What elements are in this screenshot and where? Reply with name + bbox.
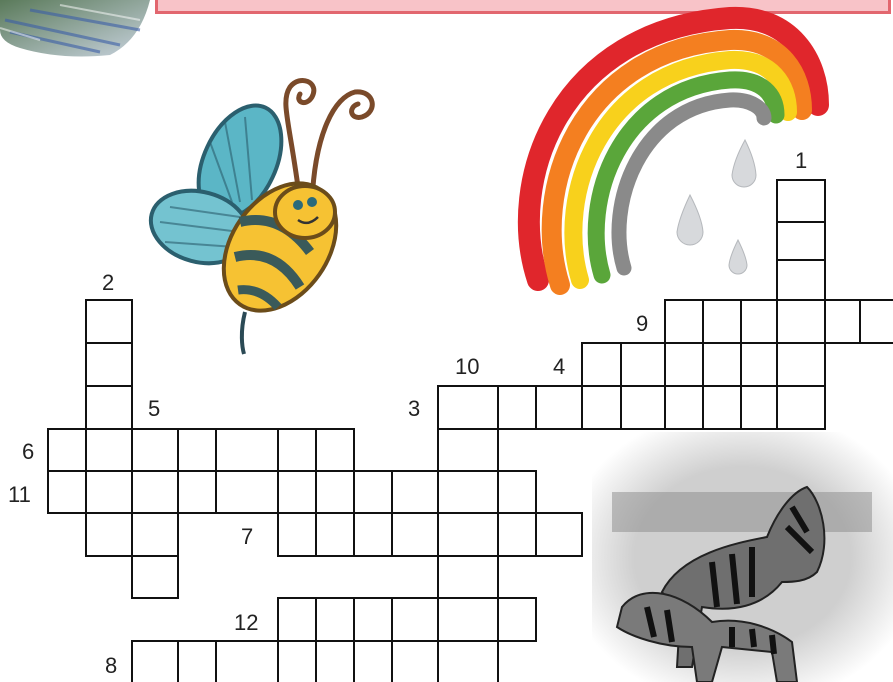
clue-number-2: 2 (102, 270, 115, 295)
clue-number-8: 8 (105, 653, 118, 678)
crossword-cell[interactable] (825, 300, 860, 343)
crossword-cell[interactable] (741, 300, 777, 343)
crossword-cell[interactable] (392, 598, 438, 641)
crossword-cell[interactable] (278, 641, 316, 682)
clue-number-12: 12 (234, 610, 259, 635)
crossword-cell[interactable] (860, 300, 893, 343)
crossword-cell[interactable] (132, 429, 178, 471)
crossword-cell[interactable] (665, 300, 703, 343)
crossword-cell[interactable] (777, 343, 825, 386)
crossword-cell[interactable] (777, 300, 825, 343)
crossword-cell[interactable] (741, 386, 777, 429)
crossword-cell[interactable] (354, 641, 392, 682)
clue-number-1: 1 (795, 148, 808, 173)
crossword-cell[interactable] (278, 598, 316, 641)
crossword-cell[interactable] (278, 471, 316, 513)
crossword-cell[interactable] (438, 471, 498, 513)
crossword-cell[interactable] (132, 513, 178, 556)
clue-number-9: 9 (636, 311, 649, 336)
crossword-cell[interactable] (582, 386, 621, 429)
crossword-cell[interactable] (178, 471, 216, 513)
crossword-cell[interactable] (498, 386, 536, 429)
crossword-cell[interactable] (86, 513, 132, 556)
crossword-cell[interactable] (438, 386, 498, 429)
crossword-cell[interactable] (392, 513, 438, 556)
clue-number-7: 7 (241, 524, 254, 549)
clue-number-4: 4 (553, 354, 566, 379)
crossword-cell[interactable] (354, 513, 392, 556)
crossword-cell[interactable] (278, 429, 316, 471)
crossword-cell[interactable] (316, 429, 354, 471)
crossword-cell[interactable] (316, 598, 354, 641)
crossword-cell[interactable] (216, 641, 278, 682)
clue-number-11: 11 (8, 482, 31, 507)
crossword-cell[interactable] (316, 513, 354, 556)
crossword-cell[interactable] (438, 641, 498, 682)
crossword-cell[interactable] (132, 471, 178, 513)
crossword-cell[interactable] (703, 300, 741, 343)
crossword-cell[interactable] (703, 386, 741, 429)
crossword-cell[interactable] (86, 471, 132, 513)
crossword-cell[interactable] (86, 300, 132, 343)
crossword-cell[interactable] (216, 471, 278, 513)
crossword-cell[interactable] (216, 429, 278, 471)
crossword-cell[interactable] (86, 343, 132, 386)
crossword-cell[interactable] (621, 386, 665, 429)
clue-number-3: 3 (408, 396, 421, 421)
crossword-cell[interactable] (741, 343, 777, 386)
crossword-cell[interactable] (498, 598, 536, 641)
crossword-cell[interactable] (48, 471, 86, 513)
crossword-cell[interactable] (536, 386, 582, 429)
crossword-cell[interactable] (438, 556, 498, 598)
crossword-cell[interactable] (777, 222, 825, 260)
crossword-cell[interactable] (132, 556, 178, 598)
crossword-cell[interactable] (392, 641, 438, 682)
crossword-cell[interactable] (316, 641, 354, 682)
crossword-cell[interactable] (132, 641, 178, 682)
clue-number-5: 5 (148, 396, 161, 421)
crossword-cell[interactable] (703, 343, 741, 386)
crossword-cell[interactable] (536, 513, 582, 556)
crossword-cell[interactable] (665, 343, 703, 386)
clue-number-10: 10 (455, 354, 480, 379)
crossword-cell[interactable] (48, 429, 86, 471)
crossword-cell[interactable] (354, 471, 392, 513)
crossword-cell[interactable] (438, 429, 498, 471)
crossword-cell[interactable] (438, 598, 498, 641)
crossword-cell[interactable] (438, 513, 498, 556)
clue-number-6: 6 (22, 439, 35, 464)
crossword-cell[interactable] (777, 180, 825, 222)
crossword-cell[interactable] (354, 598, 392, 641)
crossword-cell[interactable] (278, 513, 316, 556)
crossword-cell[interactable] (178, 641, 216, 682)
crossword-cell[interactable] (777, 386, 825, 429)
crossword-cell[interactable] (498, 513, 536, 556)
crossword-cell[interactable] (178, 429, 216, 471)
crossword-cell[interactable] (665, 386, 703, 429)
crossword-cell[interactable] (316, 471, 354, 513)
crossword-cell[interactable] (498, 471, 536, 513)
crossword-cell[interactable] (777, 260, 825, 300)
crossword-cell[interactable] (582, 343, 621, 386)
crossword-cell[interactable] (392, 471, 438, 513)
crossword-cell[interactable] (621, 343, 665, 386)
crossword-cell[interactable] (86, 429, 132, 471)
crossword-cell[interactable] (86, 386, 132, 429)
